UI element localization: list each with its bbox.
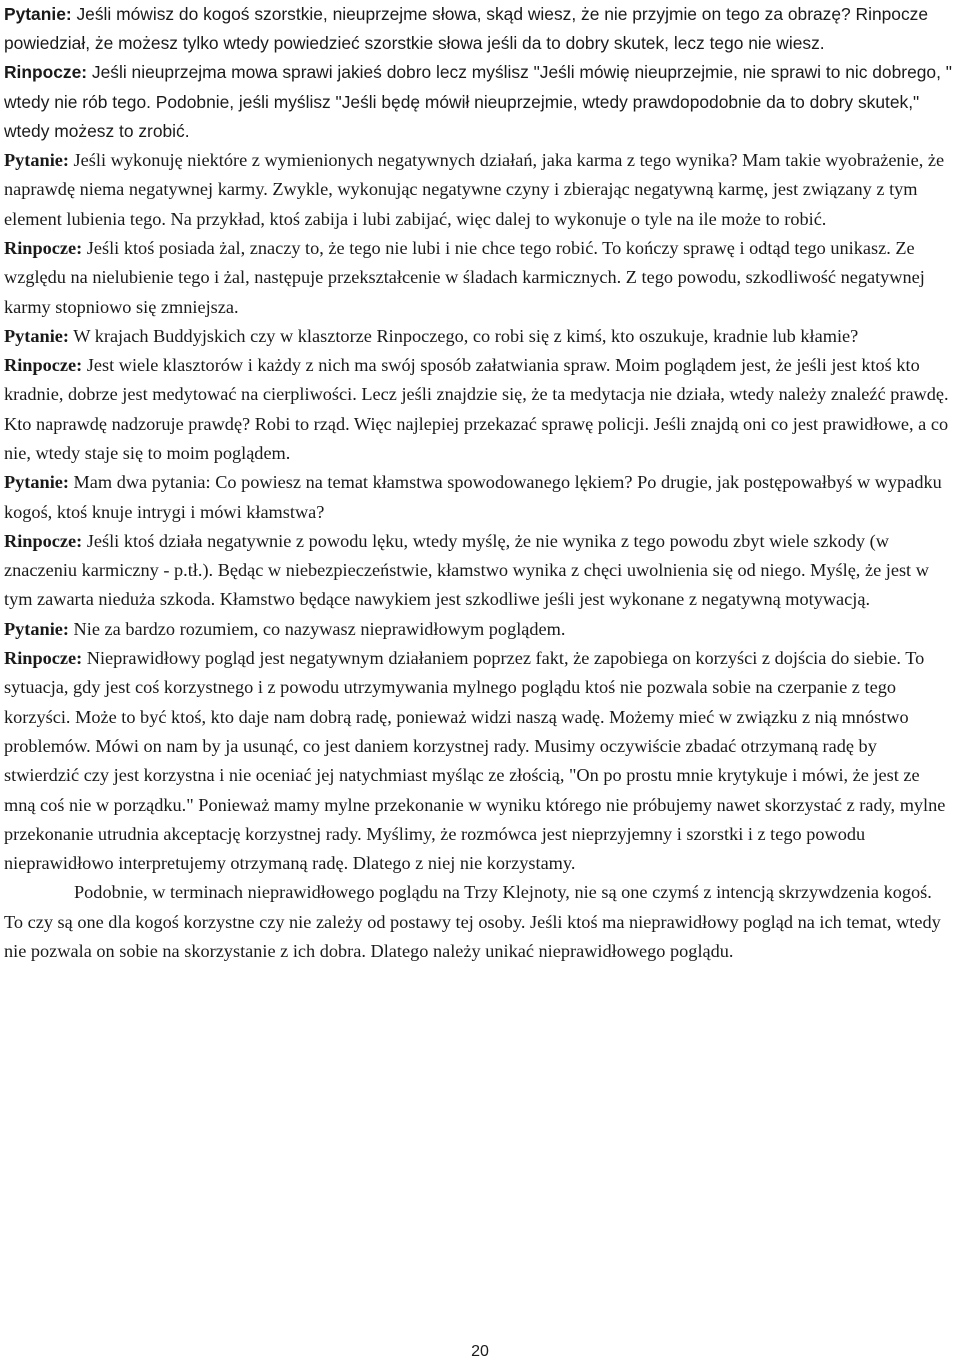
paragraph-text: Jeśli ktoś posiada żal, znaczy to, że tego nie lubi i nie chce tego robić. To kończy sprawę i odtąd tego unikasz. Ze względu na nielubienie tego i żal, następuje przekształcenie w śladach karmicznych. Z tego powodu, szkodliwość negatywnej karmy stopniowo się zmniejsza. xyxy=(4,237,925,317)
speaker-label: Pytanie: xyxy=(4,472,69,493)
speaker-label: Rinpocze: xyxy=(4,237,83,258)
speaker-label: Pytanie: xyxy=(4,4,72,24)
paragraph xyxy=(4,58,954,146)
speaker-label: Pytanie: xyxy=(4,618,69,639)
paragraph xyxy=(4,644,954,878)
paragraph-text: Jest wiele klasztorów i każdy z nich ma swój sposób załatwiania spraw. Moim poglądem jest, że jeśli jest ktoś kto kradnie, dobrze jest medytować na cierpliwości. Lecz jeśli znajdzie się, że ta medytacja nie działa, wtedy należy znaleźć prawdę. Kto naprawdę nadzoruje prawdę? Robi to rząd. Więc najlepiej przekazać sprawę policji. Jeśli znajdą oni co jest prawidłowe, a co nie, wtedy staje się to moim poglądem. xyxy=(4,355,949,463)
paragraph xyxy=(4,234,954,322)
paragraph-text: Jeśli wykonuję niektóre z wymienionych negatywnych działań, jaka karma z tego wynika? Mam takie wyobrażenie, że naprawdę niema negatywnej karmy. Zwykle, wykonując negatywne czyny i zbierając negatywną karmę, jest związany z tym element lubienia tego. Na przykład, ktoś zabija i lubi zabijać, więc dalej to wykonuje o tyle na ile może to robić. xyxy=(4,150,945,229)
paragraph xyxy=(4,527,954,615)
paragraph-text: Podobnie, w terminach nieprawidłowego poglądu na Trzy Klejnoty, nie są one czymś z intencją skrzywdzenia kogoś. To czy są one dla kogoś korzystne czy nie zależy od postawy tej osoby. Jeśli ktoś ma nieprawidłowy pogląd na ich temat, wtedy nie pozwala on sobie na skorzystanie z ich dobra. Dlatego należy unikać nieprawidłowego poglądu. xyxy=(4,882,941,962)
speaker-label: Rinpocze: xyxy=(4,648,83,669)
document-body xyxy=(4,0,954,966)
paragraph-text: Jeśli ktoś działa negatywnie z powodu lęku, wtedy myślę, że nie wynika z tego powodu zbyt wiele szkody (w znaczeniu karmiczny - p.tł.). Będąc w niebezpieczeństwie, kłamstwo wynika z chęci uwolnienia się od niego. Myślę, że jest w tym zawarta nieduża szkoda. Kłamstwo będące nawykiem jest szkodliwe jeśli jest wykonane z negatywną motywacją. xyxy=(4,530,929,610)
speaker-label: Pytanie: xyxy=(4,150,69,171)
paragraph xyxy=(4,878,954,966)
paragraph-text: Jeśli mówisz do kogoś szorstkie, nieuprzejme słowa, skąd wiesz, że nie przyjmie on tego za obrazę? Rinpocze powiedział, że możesz tylko wtedy powiedzieć szorstkie słowa jeśli da to dobry skutek, lecz tego nie wiesz. xyxy=(4,4,929,54)
paragraph xyxy=(4,468,954,527)
speaker-label: Rinpocze: xyxy=(4,530,83,551)
speaker-label: Rinpocze: xyxy=(4,62,88,83)
paragraph xyxy=(4,0,954,58)
paragraph xyxy=(4,615,954,644)
paragraph-text: Mam dwa pytania: Co powiesz na temat kłamstwa spowodowanego lękiem? Po drugie, jak postępowałbyś w wypadku kogoś, ktoś knuje intrygi i mówi kłamstwa? xyxy=(4,472,942,522)
paragraph-text: W krajach Buddyjskich czy w klasztorze Rinpoczego, co robi się z kimś, kto oszukuje, kradnie lub kłamie? xyxy=(68,325,859,346)
page-number: 20 xyxy=(471,1343,489,1360)
paragraph xyxy=(4,146,954,234)
paragraph xyxy=(4,322,954,351)
paragraph-text: Nie za bardzo rozumiem, co nazywasz nieprawidłowym poglądem. xyxy=(68,618,566,639)
paragraph-text: Jeśli nieuprzejma mowa sprawi jakieś dobro lecz myślisz "Jeśli mówię nieuprzejmie, nie sprawi to nic dobrego, " wtedy nie rób tego. Podobnie, jeśli myślisz "Jeśli będę mówił nieuprzejmie, wtedy prawdopodobnie da to dobry skutek," wtedy możesz to zrobić. xyxy=(4,62,952,141)
speaker-label: Pytanie: xyxy=(4,325,69,346)
paragraph xyxy=(4,351,954,468)
speaker-label: Rinpocze: xyxy=(4,355,83,376)
paragraph-text: Nieprawidłowy pogląd jest negatywnym działaniem poprzez fakt, że zapobiega on korzyści z dojścia do siebie. To sytuacja, gdy jest coś korzystnego i z powodu utrzymywania mylnego poglądu ktoś nie pozwala sobie na czerpanie z tego korzyści. Może to być ktoś, kto daje nam dobrą radę, ponieważ widzi naszą wadę. Możemy mieć w związku z nią mnóstwo problemów. Mówi on nam by ja usunąć, co jest daniem korzystnej rady. Musimy oczywiście zbadać otrzymaną radę by stwierdzić czy jest korzystna i nie oceniać jej natychmiast myśląc ze złością, "On po prostu mnie krytykuje i mówi, że jest ze mną coś nie w porządku." Ponieważ mamy mylne przekonanie w wyniku którego nie próbujemy nawet skorzystać z rady, mylne przekonanie utrudnia akceptację korzystnej rady. Myślimy, że rozmówca jest nieprzyjemny i szorstki i z tego powodu nieprawidłowo interpretujemy otrzymaną radę. Dlatego z niej nie korzystamy. xyxy=(4,648,946,874)
